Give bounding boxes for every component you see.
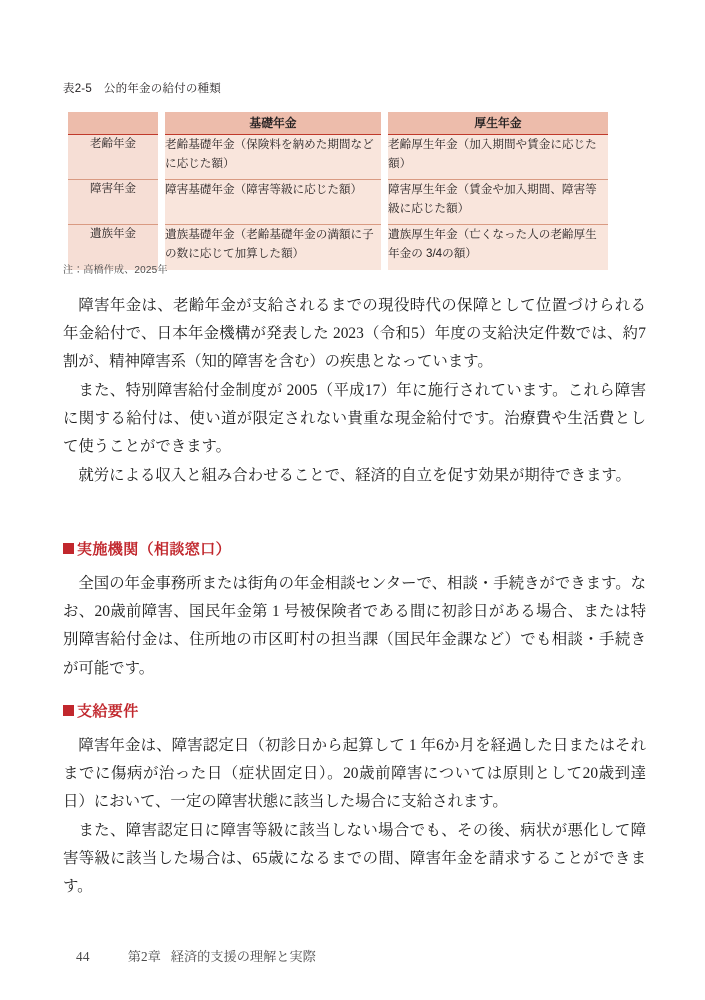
body-paragraph-2: また、特別障害給付金制度が 2005（平成17）年に施行されています。これら障害に関する給付は、使い道が限定されない貴重な現金給付です。治療費や生活費として使うことができます。 [63, 382, 646, 456]
column-header-basic-pension: 基礎年金 [165, 112, 381, 135]
body-paragraph-1: 障害年金は、老齢年金が支給されるまでの現役時代の保障として位置づけられる年金給付で、日本年金機構が発表した 2023（令和5）年度の支給決定件数では、約7割が、精神障害系（知的障害を含む）の疾患となっています。 [63, 297, 646, 371]
table-caption-number: 表2-5 [63, 83, 92, 95]
column-header-employees-pension: 厚生年金 [388, 112, 608, 135]
column-gap-1 [158, 180, 165, 225]
footer-chapter-title: 経済的支援の理解と実際 [170, 949, 316, 964]
column-gap-1 [158, 112, 165, 135]
table-caption [63, 80, 221, 96]
table-row [68, 180, 608, 225]
column-gap-2 [381, 180, 388, 225]
section-heading-text: 実施機関（相談窓口） [77, 541, 232, 558]
row-label-survivors: 遺族年金 [68, 225, 158, 270]
body-paragraph-1-block [63, 292, 646, 377]
section1-paragraph-block [63, 570, 646, 683]
column-gap-2 [381, 225, 388, 270]
cell-disability-employees: 障害厚生年金（賃金や加入期間、障害等級に応じた額） [388, 180, 608, 225]
body-paragraph-2-block [63, 377, 646, 462]
square-bullet-icon [63, 705, 74, 716]
row-label-old-age: 老齢年金 [68, 135, 158, 180]
section-heading-implementing-agency [63, 538, 231, 559]
section2-paragraph-1: 障害年金は、障害認定日（初診日から起算して 1 年6か月を経過した日またはそれまでに傷病が治った日（症状固定日）。20歳前障害については原則として20歳到達日）において、一定の障害状態に該当した場合に支給されます。 [63, 737, 646, 811]
column-gap-2 [381, 135, 388, 180]
table-row [68, 135, 608, 180]
row-label-disability: 障害年金 [68, 180, 158, 225]
table-source-note: 注：高橋作成、2025年 [63, 265, 168, 276]
body-paragraph-3: 就労による収入と組み合わせることで、経済的自立を促す効果が期待できます。 [78, 467, 631, 484]
cell-survivors-employees: 遺族厚生年金（亡くなった人の老齢厚生年金の 3/4の額） [388, 225, 608, 270]
section1-paragraph-1: 全国の年金事務所または街角の年金相談センターで、相談・手続きができます。なお、20歳前障害、国民年金第 1 号被保険者である間に初診日がある場合、または特別障害給付金は、住所地の市区町村の担当課（国民年金課など）でも相談・手続きが可能です。 [63, 575, 646, 677]
cell-survivors-basic: 遺族基礎年金（老齢基礎年金の満額に子の数に応じて加算した額） [165, 225, 381, 270]
section2-paragraph-1-block [63, 732, 646, 817]
square-bullet-icon [63, 543, 74, 554]
table-caption-text: 公的年金の給付の種類 [103, 83, 221, 95]
pension-benefit-table [68, 112, 608, 270]
cell-old-age-employees: 老齢厚生年金（加入期間や賃金に応じた額） [388, 135, 608, 180]
body-paragraph-3-block [63, 462, 646, 490]
section2-paragraph-2: また、障害認定日に障害等級に該当しない場合でも、その後、病状が悪化して障害等級に該当した場合は、65歳になるまでの間、障害年金を請求することができます。 [63, 822, 646, 896]
column-gap-2 [381, 112, 388, 135]
cell-old-age-basic: 老齢基礎年金（保険料を納めた期間などに応じた額） [165, 135, 381, 180]
section-heading-eligibility [63, 700, 139, 721]
footer-chapter: 第2章 [127, 949, 161, 964]
table-header-row [68, 112, 608, 135]
page-number: 44 [76, 949, 90, 964]
cell-disability-basic: 障害基礎年金（障害等級に応じた額） [165, 180, 381, 225]
section-heading-text: 支給要件 [77, 703, 139, 720]
page-footer [76, 946, 316, 965]
column-gap-1 [158, 135, 165, 180]
section2-paragraph-2-block [63, 817, 646, 902]
table-corner-cell [68, 112, 158, 135]
